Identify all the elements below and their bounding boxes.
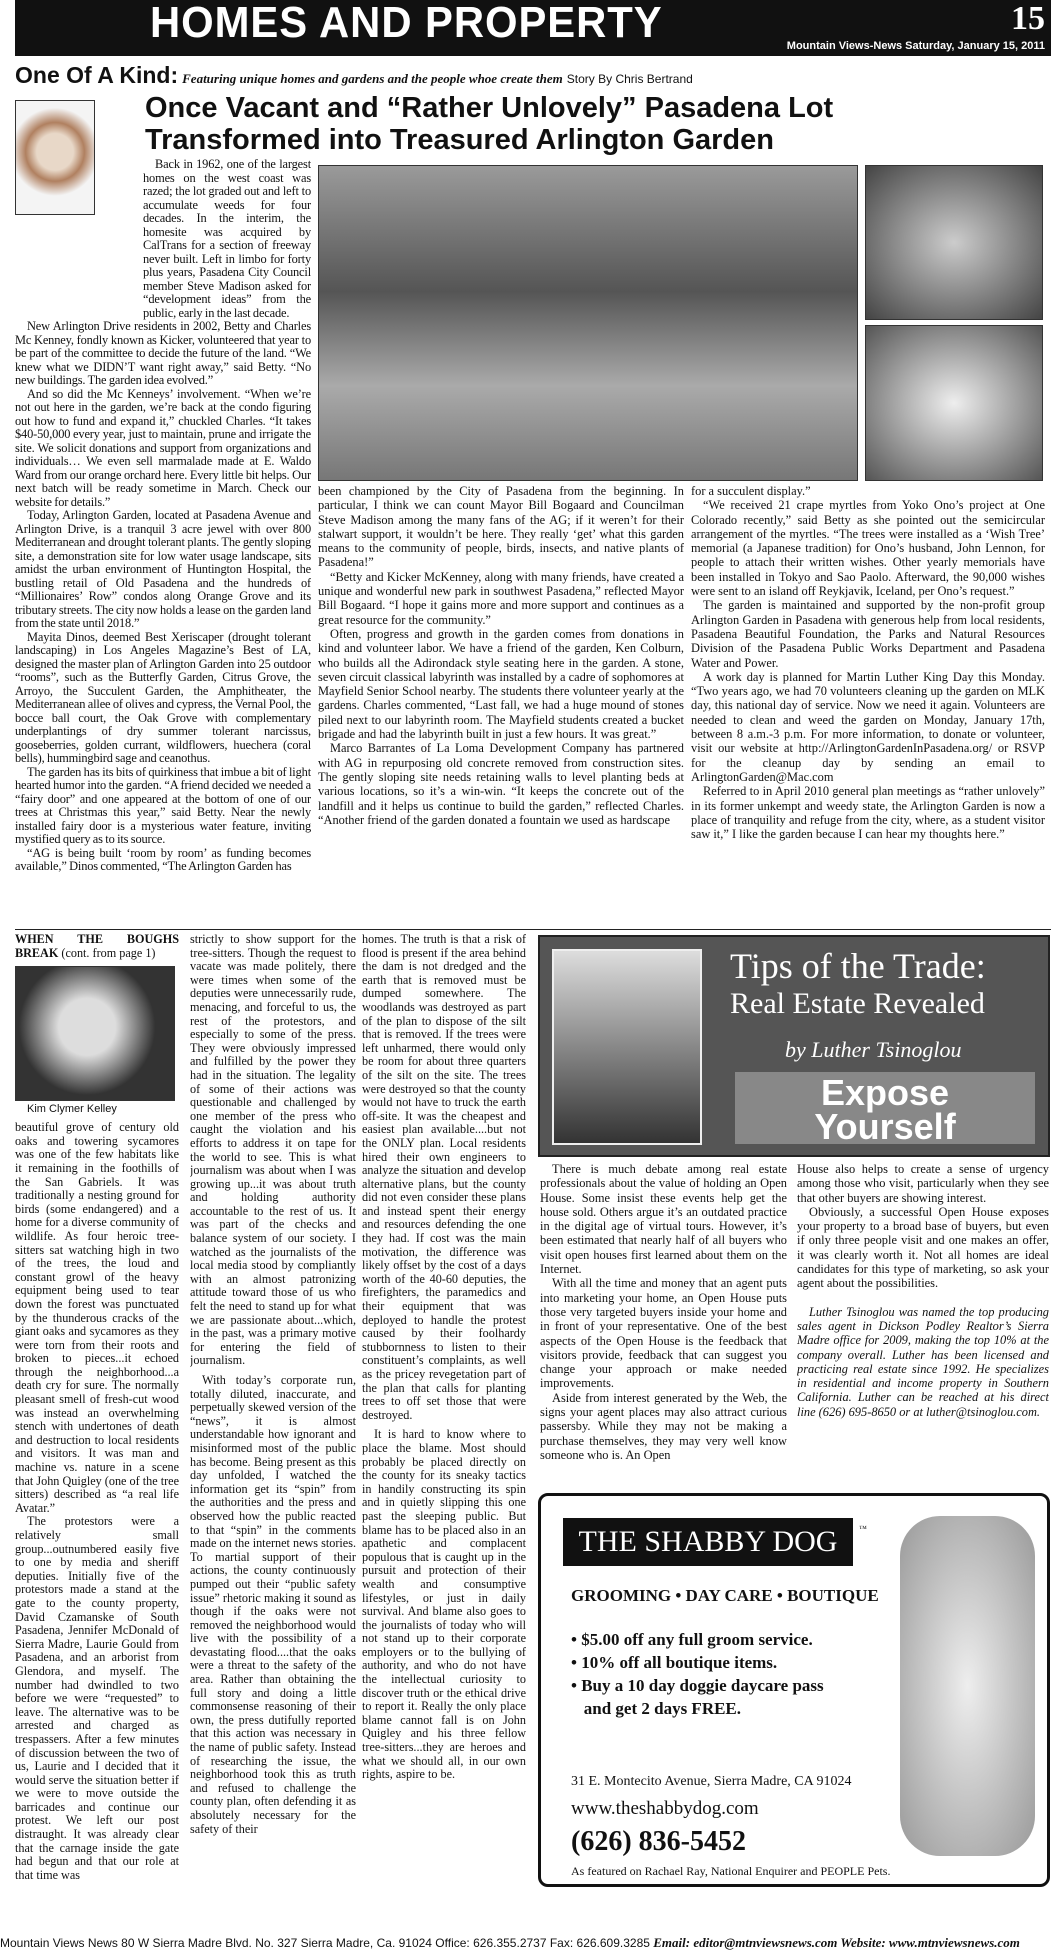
trademark: ™ [859,1524,867,1533]
paragraph: been championed by the City of Pasadena from the beginning. In particular, I think we can count Mayor Bill Bogaard and Councilman Steve Madison among the many fans of the AG; if it weren’t for their stalwart support, it wouldn’t be here. They really ‘get’ what this garden means to the community of people, birds, insects, and native plants of Pasadena!” [318,484,684,570]
section-title: HOMES AND PROPERTY [150,0,663,47]
paragraph: The protestors were a relatively small group...outnumbered easily five to one by media and sheriff deputies. Initially five of the protestors made a stand at the gate to the county property, David Czamanske of South Pasadena, Jennifer McDonald of Sierra Madre, Laurie Gould from Pasadena, and an arborist from Glendora, and myself. The number had dwindled to two before we were “requested” to leave. The alternative was to be arrested and charged as trespassers. After a few minutes of discussion between the two of us, Laurie and I decided that it would serve the situation better if we were to move outside the barricades and continue our protest. We left our post distraught. It was already clear that the carnage inside the gate had begun and that our role at that time was [15,1514,179,1882]
shabby-dog-ad [538,1493,1050,1887]
tagline-line: Yourself [814,1106,956,1147]
ad-phone: (626) 836-5452 [571,1826,746,1857]
paragraph: Today, Arlington Garden, located at Pasadena Avenue and Arlington Drive, is a tranquil 3 acre jewel with over 800 Mediterranean and drought tolerant plants. The gently sloping site, a demonstration site for low water usage landscape, sits amidst the urban environment of Huntington Hospital, the bustling retail of Old Pasadena and the hundreds of “Millionaires’ Row” condos along Orange Grove and its tributary streets. The city now holds a lease on the garden land from the state until 2018.” [15,508,311,630]
continued-note: (cont. from page 1) [61,945,156,960]
offer: and get 2 days FREE. [571,1699,742,1718]
ad-services: GROOMING • DAY CARE • BOUTIQUE [571,1586,879,1605]
ad-logo: THE SHABBY DOG [563,1518,853,1566]
article-column-3 [691,484,1045,924]
paragraph: beautiful grove of century old oaks and towering sycamores was one of the few habitats like it remaining in the foothills of the San Gabriels. It was traditionally a nesting ground for birds (some endangered) and a home for a diverse community of wildlife. As four heroic tree-sitters sat watching high in two of the trees, the loud and constant growl of the heavy equipment being used to tear down the forest was punctuated by the thunderous cracks of the giant oaks and sycamores as they were torn from their roots and broken to pieces...it echoed through the neighborhood...a death cry for sure. The normally pleasant smell of fresh-cut wood was instead an overwhelming stench with undertones of death and destruction to local residents and visitors. It was man and machine vs. nature in a scene that John Quigley (one of the tree sitters) described as “a real life Avatar.” [15,1120,179,1515]
article-column-2 [318,484,684,924]
tips-column-1 [540,1162,787,1482]
headline [145,92,833,156]
paragraph: Marco Barrantes of La Loma Development Company has partnered with AG in repurposing old concrete removed from construction sites. The gently sloping site needs retaining walls to level planting beds at various locations, so it’s a win-win. “It keeps the concrete out of the landfill and it helps us continue to build the garden,” reflected Charles. “Another friend of the garden donated a fountain we used as hardscape [318,741,684,827]
headline-line: Once Vacant and “Rather Unlovely” Pasadena Lot [145,92,834,124]
luther-tsinoglou-photo [552,949,702,1145]
divider [15,929,1051,930]
paragraph: The garden has its bits of quirkiness that imbue a bit of light hearted humor into the garden. “A friend decided we needed a “fairy door” and one appeared at the bottom of one of our trees at Christmas this year,” said Betty. Near the newly installed fairy door is a mysterious water feature, inviting mystified query as to its source. [15,764,311,846]
paragraph: Obviously, a successful Open House exposes your property to a broad base of buyers, but even if only three people visit and one makes an offer, it was clearly worth it. Not all homes are ideal candidates for this type of marketing, so ask your agent about the possibilities. [797,1204,1049,1291]
headline-line: Transformed into Treasured Arlington Garden [145,124,774,156]
ad-offers [571,1628,824,1720]
tips-author: by Luther Tsinoglou [785,1037,962,1062]
article-column-1 [15,158,311,928]
tagline-line: Expose [820,1072,950,1113]
paragraph: Aside from interest generated by the Web, the signs your agent places may also attract curious passersby. While they may not be making a purchase themselves, they may very well know someone who is. An Open [540,1390,787,1462]
author-bio: Luther Tsinoglou was named the top producing sales agent in Dickson Podley Realtor’s Sierra Madre office for 2009, making the top 10% at the company overall. Luther has been licensed and practicing real estate since 1992. He specializes in residential and income property in Southern California. Luther can be reached at his direct line (626) 695-8650 or at luther@tsinoglou.com. [797,1304,1049,1419]
boughs-column-c [362,933,526,1933]
footer-address: Mountain Views News 80 W Sierra Madre Blvd. No. 327 Sierra Madre, Ca. 91024 Office: 626.355.2737 Fax: 626.609.3285 [0,1936,654,1950]
paragraph: And so did the Mc Kenneys’ involvement. “When we’re not out here in the garden, we’re back at the condo figuring out how to fund and expand it,” chuckled Charles. “It takes $40-50,000 every year, just to maintain, prune and irrigate the site. We solicit donations and support from organizations and individuals… We even sell marmalade made at E. Waldo Ward from our orange orchard here. Every little bit helps. Our next batch will be ready sometime in March. Check our website for details.” [15,386,311,509]
footer [0,1935,1056,1951]
poodle-photo [900,1516,1035,1856]
kicker: WHEN THE BOUGHS BREAK [15,933,179,960]
page-number: 15 [1011,0,1045,37]
paragraph: House also helps to create a sense of urgency among those who visit, particularly when they see that other buyers are showing interest. [797,1162,1049,1205]
ad-address: 31 E. Montecito Avenue, Sierra Madre, CA 91024 [571,1774,852,1789]
dateline: Mountain Views-News Saturday, January 15, 2011 [786,40,1045,52]
paragraph: Back in 1962, one of the largest homes on the west coast was razed; the lot graded out and left to accumulate weeds for four decades. In the interim, the homesite was acquired by CalTrans for a section of freeway never built. Left in limbo for forty plus years, Pasadena City Council member Steve Madison asked for “development ideas” from the public, early in the last decade. [143,158,311,320]
paragraph: The garden is maintained and supported by the non-profit group Arlington Garden in Pasadena with generous help from local residents, Pasadena Beautiful Foundation, the Parks and Natural Resources Division of the Pasadena Public Works Department and Pasadena Water and Power. [691,598,1045,670]
tips-tagline [735,1072,1035,1147]
byline: Story By Chris Bertrand [566,72,693,86]
paragraph: “We received 21 crape myrtles from Yoko Ono’s project at One Colorado recently,” said Betty as she pointed out the semicircular arrangement of the myrtles. “The trees were installed as a ‘Wish Tree’ memorial (a Japanese tradition) for Ono’s husband, John Lennon, for people to attach their written wishes. Other yearly memorials have been installed in Tokyo and Sao Paolo. Afterward, the 90,000 wishes were sent to an island off Reykjavik, Iceland, per Ono’s request.” [691,498,1045,599]
paragraph: A work day is planned for Martin Luther King Day this Monday. “Two years ago, we had 70 volunteers cleaning up the garden on MLK day, this national day of service. Now we need it again. Volunteers are needed to clean and weed the garden on Monday, January 17th, between 8 a.m.-3 p.m. For more information, to donate or volunteer, visit our website at http://ArlingtonGardenInPasadena.org/ or RSVP for the cleanup day by sending an email to ArlingtonGarden@Mac.com [691,669,1045,784]
series-subtitle: Featuring unique homes and gardens and the people whoe create them [182,71,563,86]
tips-title: Tips of the Trade: [730,946,986,986]
tips-column-2 [797,1162,1049,1482]
paragraph: strictly to show support for the tree-sitters. Though the request to vacate was made politely, there were times when some of the deputies were unnecessarily rude, menacing, and forceful to us, the rest of the protestors, and especially to some of the press. They were obviously impressed and fulfilled by the power they had in the situation. The legality of some of their actions was questionable and challenged by one member of the press who caught the violation and his efforts to address it on tape for the world to see. This is what journalism was about when I was growing up...it was about truth and holding authority accountable to the rest of us. It was part of the checks and balance system of our society. I watched as the journalists of the local media stood by compliantly with an almost patronizing attitude toward those of us who felt the need to stand up for what we are passionate about...which, in the past, was a primary motive for entering the field of journalism. [190,933,356,1368]
fountain-photo [865,325,1043,481]
paragraph: Often, progress and growth in the garden comes from donations in kind and volunteer labor. We have a friend of the garden, Ken Colburn, who builds all the Adirondack style seating here in the garden. A stone, seven circuit classical labyrinth was installed by a cadre of sophomores at Mayfield Senior School nearby. The students there volunteer yearly at the gardens. Charles commented, “Last fall, we had a huge mound of stones piled next to our labyrinth room. The Mayfield students created a bucket brigade and had the labyrinth built in just a few hours. It was great.” [318,626,684,742]
tips-of-the-trade-banner [538,935,1050,1157]
footer-contact: Email: editor@mtnviewsnews.com Website: www.mtnviewsnews.com [653,1935,1020,1950]
series-title: One Of A Kind: [15,62,179,88]
paragraph: “AG is being built ‘room by room’ as funding becomes available,” Dinos commented, “The Arlington Garden has [15,845,311,873]
photo-caption: Kim Clymer Kelley [27,1103,117,1116]
section-header [15,0,1051,56]
garden-photo-main [318,165,858,481]
paragraph: There is much debate among real estate professionals about the value of holding an Open House. Some insist these events help get the house sold. Others argue it’s an outdated practice in the digital age of virtual tours. However, it’s been estimated that nearly half of all buyers who visit open houses first learned about them on the Internet. [540,1162,787,1277]
paragraph: homes. The truth is that a risk of flood is present if the area behind the dam is not dredged and the earth that is removed must be dumped somewhere. The woodlands was destroyed as part of the plan to dispose of the silt that is removed. If the trees were left unharmed, there would only be room for about three quarters of the silt on the site. The trees were destroyed so that the county would not have to truck the earth off-site. It was the cheapest and easiest plan available....but not the ONLY plan. Local residents hired their own engineers to analyze the situation and develop alternative plans, but the county did not even consider these plans and instead spent their energy and resources defending the one they had. If cost was the main motivation, the difference was likely offset by the cost of a days worth of the 40-60 deputies, the firefighters, the paramedics and their equipment that was deployed to handle the protest caused by their foolhardy stubbornness to listen to their constituent’s complaints, as well as the pricey revegetation part of the plan that calls for planting trees to off set those that were destroyed. [362,933,526,1422]
kim-clymer-kelley-photo [15,966,175,1101]
paragraph: It is hard to know where to place the blame. Most should probably be placed directly on the county for its sneaky tactics in handily constructing its spin and in quietly slipping this one past the sleeping public. But blame has to be placed also in an apathetic and complacent populous that is caught up in the pursuit and protection of their wealth and consumptive lifestyles, or just in daily survival. And blame also goes to the journalists of today who will not stand up to their corporate employers or to the bullying of authority, and who do not have the intellectual curiosity to discover truth or the ethical drive to report it. Really the only place blame cannot fall is on John Quigley and his three fellow tree-sitters...they are heroes and what we should all, in our own rights, aspire to be. [362,1427,526,1782]
paragraph: With today’s corporate run, totally diluted, inaccurate, and perpetually skewed version of the “news”, it is almost understandable how ignorant and misinformed most of the public has become. Being present as this day unfolded, I watched the information get its “spin” from the authorities and the press and observed how the public reacted to that “spin” in the comments made on the internet news stories. To martial support of their actions, the county continuously pumped out their “public safety issue” rhetoric making it sound as though if the oaks were not removed the neighborhood would live with the possibility of a devastating flood....that the oaks were a threat to the safety of the area. Rather than obtaining the full story and doing a little commonsense reasoning of their own, the press dutifully reported that this action was necessary in the name of public safety. Instead of researching the issue, the neighborhood took this as truth and refused to challenge the county plan, often defending it as absolutely necessary for the safety of their [190,1373,356,1836]
paragraph: for a succulent display.” [691,484,811,498]
ad-featured: As featured on Rachael Ray, National Enquirer and PEOPLE Pets. [571,1864,891,1878]
offer: • Buy a 10 day doggie daycare pass [571,1676,824,1695]
paragraph: Referred to in April 2010 general plan meetings as “rather unlovely” in its former unkempt and weedy state, the Arlington Garden is now a place of tranquility and refuge from the city, where, as a student visitor saw it,” I like the garden because I can hear my thoughts here.” [691,784,1045,842]
boughs-column-b [190,933,356,1933]
series-line [15,62,693,89]
succulent-photo [865,165,1043,320]
paragraph: With all the time and money that an agent puts into marketing your home, an Open House puts those very targeted buyers inside your home and in front of your representative. One of the best aspects of the Open House is the feedback that visitors provide, feedback that can suggest you change your approach or make needed improvements. [540,1276,787,1391]
ad-website: www.theshabbydog.com [571,1798,759,1819]
paragraph: “Betty and Kicker McKenney, along with many friends, have created a unique and wonderful new park in southwest Pasadena,” reflected Mayor Bill Bogaard. “I hope it gains more and more support and continues as a great resource for the community.” [318,569,684,627]
offer: • 10% off all boutique items. [571,1653,778,1672]
boughs-column-a [15,933,179,1933]
tips-subtitle: Real Estate Revealed [730,987,985,1020]
paragraph: Mayita Dinos, deemed Best Xeriscaper (drought tolerant landscaping) in Los Angeles Magazine’s Best of LA, designed the master plan of Arlington Garden into 25 outdoor “rooms”, such as the Butterfly Garden, Citrus Grove, the Arroyo, the Succulent Garden, the Amphitheater, the Mediterranean allee of olives and cypress, the Vernal Pool, the bocce ball court, the Oak Grove with complementary underplantings of dry summer tolerant narcissus, gooseberries, golden currant, wildflowers, huechera (coral bells), hummingbird sage and ceanothus. [15,629,311,765]
offer: • $5.00 off any full groom service. [571,1630,813,1649]
paragraph: New Arlington Drive residents in 2002, Betty and Charles Mc Kenney, fondly known as Kicker, volunteered that year to be part of the committee to decide the future of the land. “We knew what we DIDN’T want right away,” said Betty. “No new buildings. The garden idea evolved.” [15,319,311,387]
